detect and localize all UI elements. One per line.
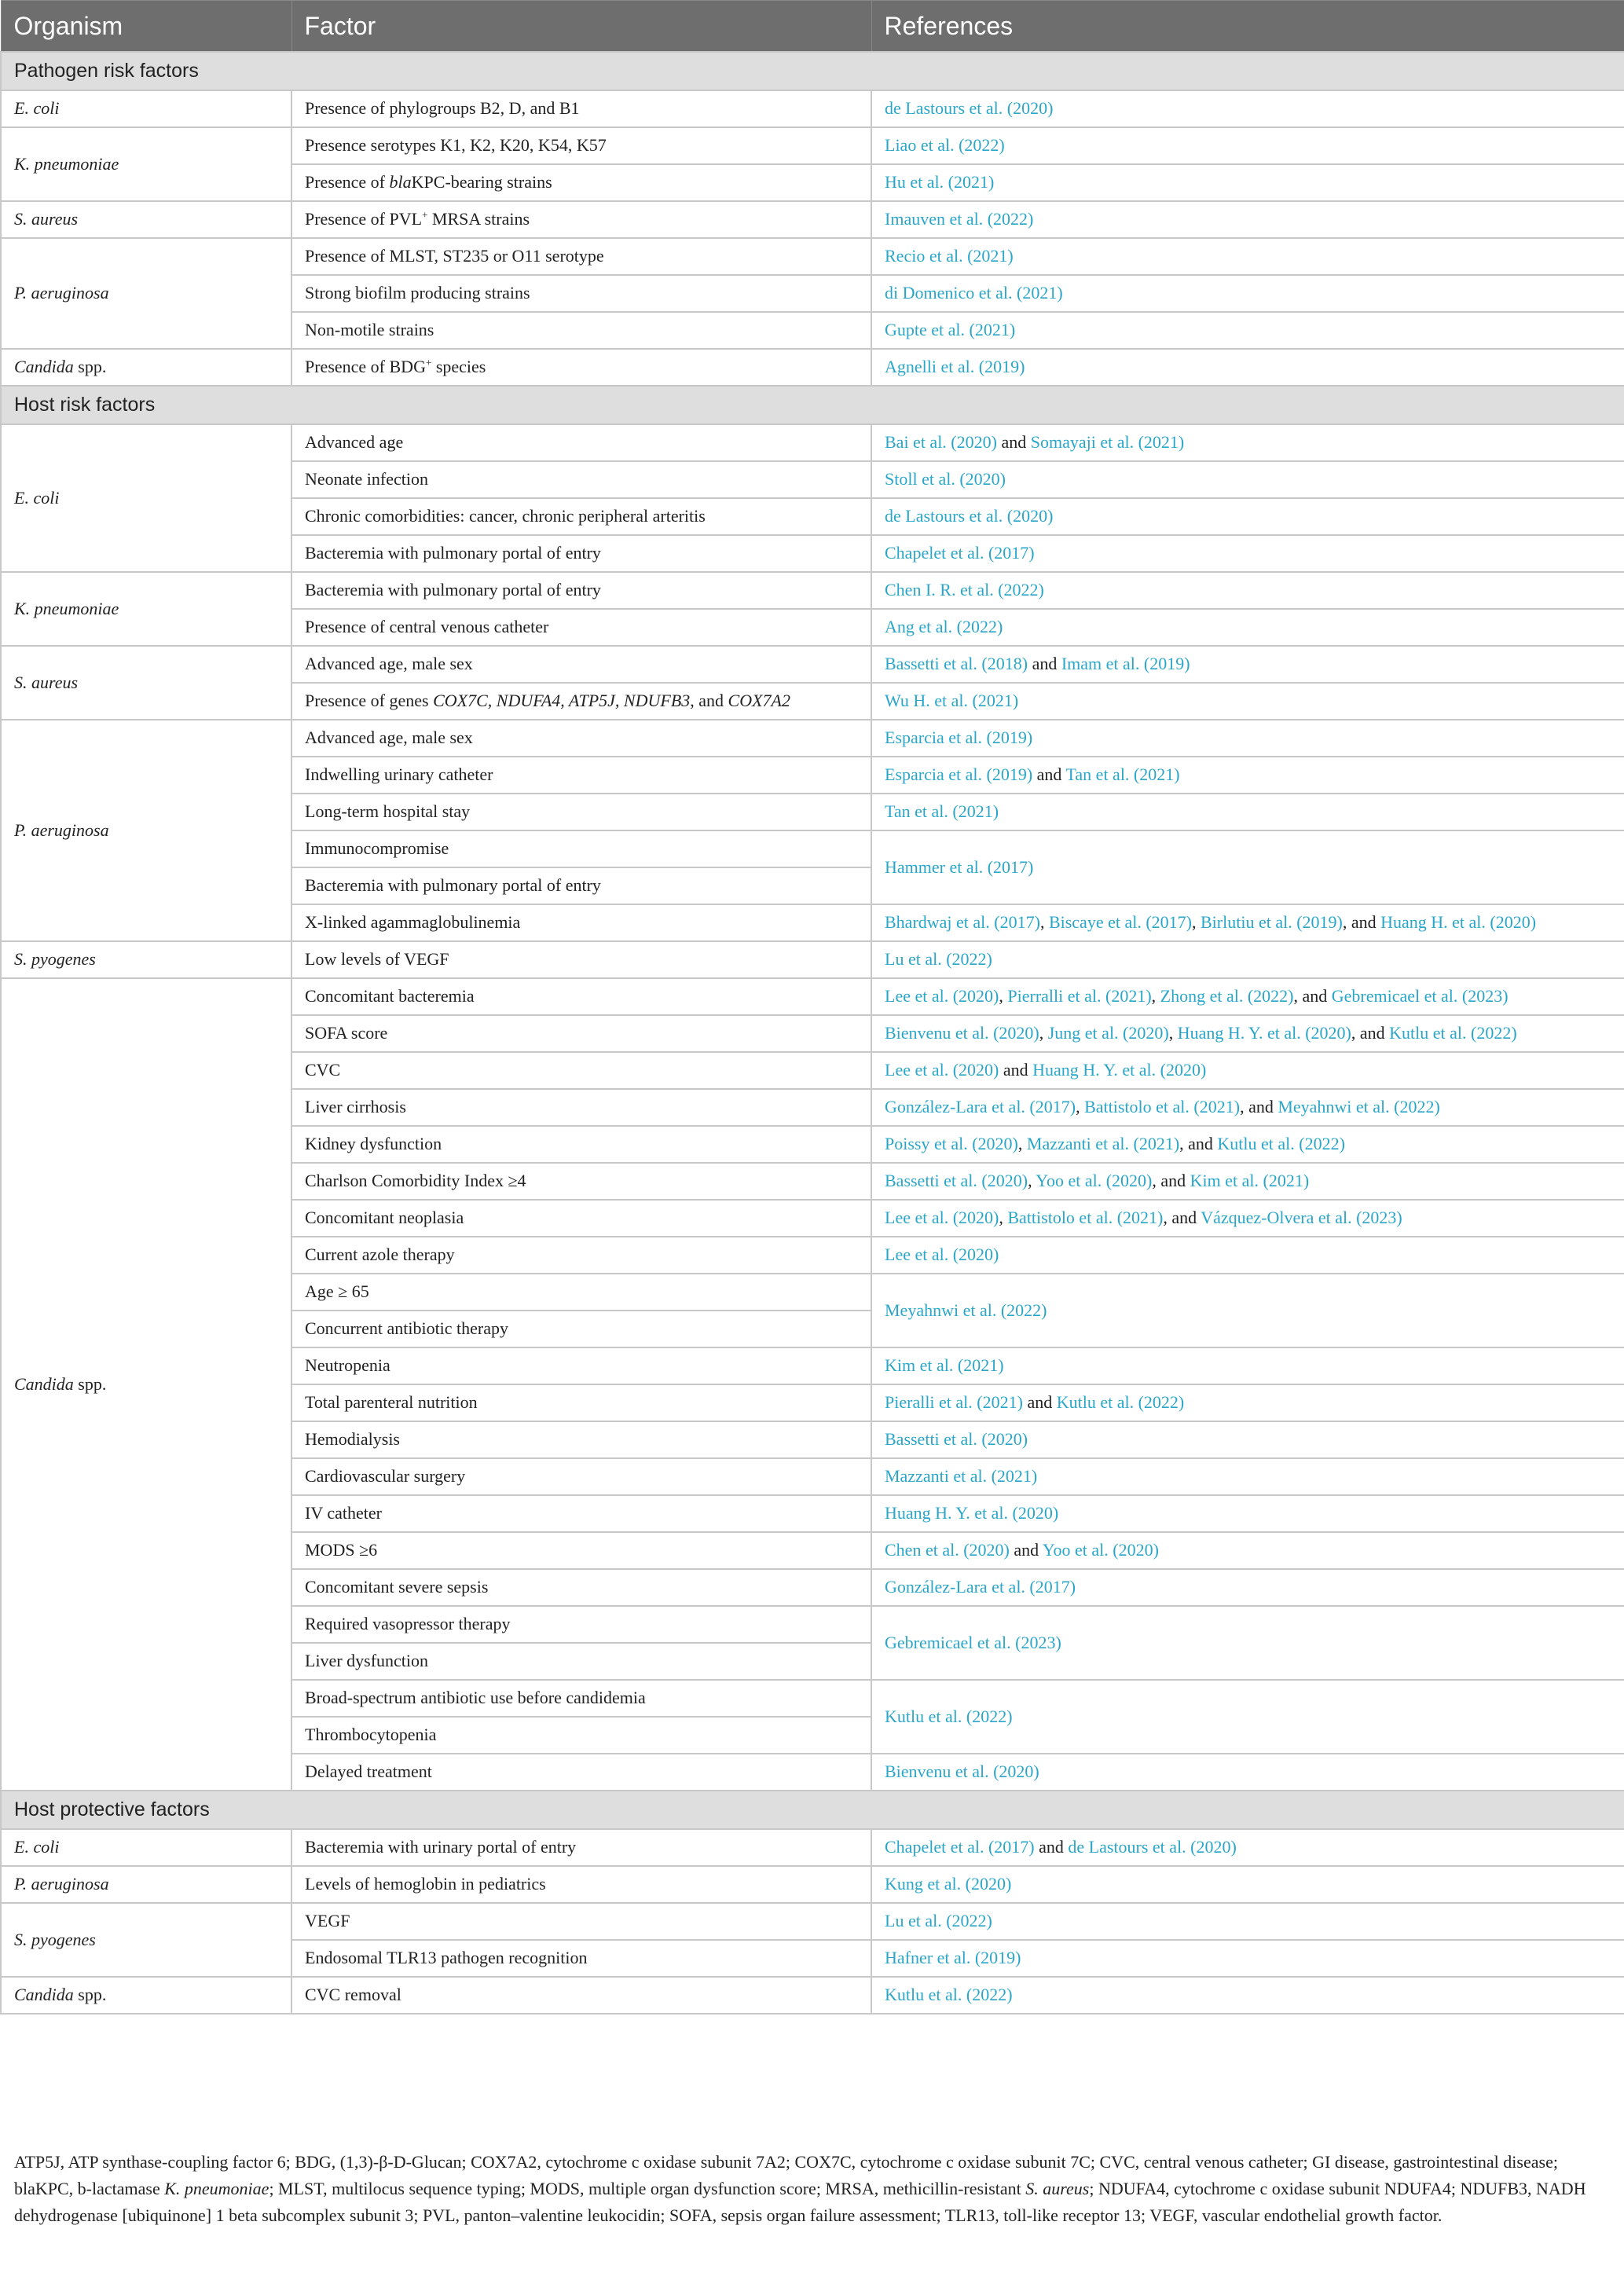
factor-cell: Age ≥ 65 [291, 1274, 871, 1311]
reference-link: Birlutiu et al. (2019) [1201, 912, 1343, 933]
factor-cell: Bacteremia with pulmonary portal of entry [291, 867, 871, 904]
reference-link: Chen I. R. et al. (2022) [885, 580, 1044, 600]
factor-text: + [422, 209, 428, 222]
reference-link: Tan et al. (2021) [1065, 764, 1180, 785]
references-cell [871, 1940, 1624, 1977]
reference-link: Kung et al. (2020) [885, 1874, 1012, 1894]
reference-separator: , [1076, 1097, 1085, 1117]
reference-link: Vázquez-Olvera et al. (2023) [1201, 1208, 1402, 1228]
reference-link: Imauven et al. (2022) [885, 209, 1034, 229]
reference-separator: and [996, 432, 1031, 453]
factor-text: + [425, 357, 432, 369]
factor-cell: Bacteremia with urinary portal of entry [291, 1829, 871, 1866]
organism-cell [1, 1866, 291, 1903]
footnote-text: ; NDUFA4, cytochrome c oxidase subunit NDUFA4; NDUFB3, NADH dehydrogenase [ubiquinone] 1 beta subcomplex subunit 3; PVL, panton–valentine leukocidin; SOFA, sepsis organ failure assessment; TLR13, toll-like receptor 13; VEGF, vascular endothelial growth factor. [14, 2179, 1586, 2225]
references-cell [871, 1126, 1624, 1163]
organism-name: E. coli [14, 1837, 60, 1857]
reference-link: Lee et al. (2020) [885, 1208, 999, 1228]
references-cell [871, 609, 1624, 646]
factor-cell [291, 201, 871, 238]
reference-link: Battistolo et al. (2021) [1007, 1208, 1164, 1228]
factor-cell: Advanced age [291, 424, 871, 461]
reference-separator: , [1028, 1171, 1036, 1191]
references-cell [871, 1829, 1624, 1866]
reference-link: de Lastours et al. (2020) [885, 506, 1054, 526]
organism-suffix: spp. [73, 1373, 107, 1394]
reference-link: Kutlu et al. (2022) [1389, 1023, 1517, 1043]
references-cell [871, 349, 1624, 386]
organism-name: E. coli [14, 487, 60, 508]
reference-link: Imam et al. (2019) [1061, 654, 1190, 674]
reference-link: Hafner et al. (2019) [885, 1948, 1021, 1968]
section-label: Host risk factors [1, 386, 1624, 424]
references-cell [871, 312, 1624, 349]
header-factor: Factor [291, 1, 871, 53]
reference-link: Chapelet et al. (2017) [885, 543, 1035, 563]
factor-text: Presence of genes [305, 691, 434, 711]
reference-link: Stoll et al. (2020) [885, 469, 1006, 489]
reference-link: Chapelet et al. (2017) [885, 1837, 1035, 1857]
reference-link: Kutlu et al. (2022) [885, 1706, 1013, 1726]
table-footnote [14, 2149, 1609, 2229]
reference-link: Meyahnwi et al. (2022) [885, 1300, 1047, 1320]
reference-separator: , and [1179, 1134, 1218, 1154]
factor-cell: Concomitant bacteremia [291, 978, 871, 1015]
references-cell [871, 90, 1624, 127]
factor-cell: Long-term hospital stay [291, 794, 871, 830]
reference-separator: , and [1163, 1208, 1201, 1228]
references-cell [871, 1903, 1624, 1940]
factor-cell: Advanced age, male sex [291, 646, 871, 683]
table-row [1, 201, 1624, 238]
organism-name: Candida [14, 1985, 74, 2005]
table-body [1, 52, 1624, 2014]
section-row [1, 386, 1624, 424]
reference-link: Recio et al. (2021) [885, 246, 1014, 266]
reference-separator: and [1009, 1540, 1043, 1560]
factor-cell [291, 164, 871, 201]
organism-cell [1, 720, 291, 941]
reference-link: Yoo et al. (2020) [1036, 1171, 1153, 1191]
section-row [1, 1791, 1624, 1829]
reference-separator: , [1039, 912, 1049, 933]
reference-link: Liao et al. (2022) [885, 135, 1005, 156]
organism-cell [1, 201, 291, 238]
factor-cell: Presence serotypes K1, K2, K20, K54, K57 [291, 127, 871, 164]
factor-cell: X-linked agammaglobulinemia [291, 904, 871, 941]
organism-cell [1, 1903, 291, 1977]
table-row [1, 238, 1624, 275]
reference-link: Huang H. Y. et al. (2020) [885, 1503, 1059, 1523]
reference-link: Lu et al. (2022) [885, 1911, 992, 1931]
factor-cell: Cardiovascular surgery [291, 1458, 871, 1495]
reference-link: Kim et al. (2021) [885, 1355, 1004, 1376]
factor-cell: Chronic comorbidities: cancer, chronic peripheral arteritis [291, 498, 871, 535]
organism-name: S. pyogenes [14, 949, 96, 970]
reference-separator: , [1168, 1023, 1178, 1043]
reference-link: Meyahnwi et al. (2022) [1278, 1097, 1440, 1117]
reference-link: de Lastours et al. (2020) [885, 98, 1054, 119]
factor-cell: Indwelling urinary catheter [291, 757, 871, 794]
reference-link: Bassetti et al. (2020) [885, 1429, 1028, 1450]
references-cell [871, 164, 1624, 201]
references-cell [871, 1384, 1624, 1421]
factor-text: KPC-bearing strains [411, 172, 552, 192]
references-cell [871, 1569, 1624, 1606]
factor-cell: MODS ≥6 [291, 1532, 871, 1569]
reference-separator: , [999, 1208, 1008, 1228]
factor-cell: Presence of MLST, ST235 or O11 serotype [291, 238, 871, 275]
reference-link: Bassetti et al. (2018) [885, 654, 1028, 674]
header-row [1, 1, 1624, 53]
references-cell [871, 498, 1624, 535]
reference-link: Kim et al. (2021) [1190, 1171, 1310, 1191]
footnote-text: ATP5J, ATP synthase-coupling factor 6; BDG, (1,3)-β-D-Glucan; COX7A2, cytochrome c oxidase subunit 7A2; COX7C, cytochrome c oxidase subunit 7C; CVC, central venous catheter; GI disease, gastrointestinal disease; blaKPC, b-lactamase [14, 2152, 1558, 2198]
organism-name: E. coli [14, 98, 60, 119]
table-row [1, 90, 1624, 127]
reference-separator: and [1032, 764, 1066, 785]
organism-cell [1, 238, 291, 349]
references-cell [871, 646, 1624, 683]
references-cell [871, 683, 1624, 720]
reference-link: Wu H. et al. (2021) [885, 691, 1019, 711]
factor-cell: Liver cirrhosis [291, 1089, 871, 1126]
organism-cell [1, 424, 291, 572]
references-cell [871, 275, 1624, 312]
references-cell [871, 1458, 1624, 1495]
reference-separator: and [999, 1060, 1033, 1080]
reference-link: di Domenico et al. (2021) [885, 283, 1063, 303]
references-cell [871, 572, 1624, 609]
factor-cell: Hemodialysis [291, 1421, 871, 1458]
reference-separator: , and [1342, 912, 1381, 933]
factor-text: species [431, 357, 486, 377]
reference-separator: , [1151, 986, 1160, 1006]
factor-text: Presence of PVL [305, 209, 423, 229]
organism-name: S. aureus [14, 672, 79, 692]
reference-separator: , and [1351, 1023, 1390, 1043]
reference-link: Gupte et al. (2021) [885, 320, 1016, 340]
factor-cell: Concomitant severe sepsis [291, 1569, 871, 1606]
factor-cell: Immunocompromise [291, 830, 871, 867]
header-references: References [871, 1, 1624, 53]
factor-cell [291, 683, 871, 720]
reference-link: Bienvenu et al. (2020) [885, 1762, 1039, 1782]
references-cell [871, 757, 1624, 794]
table-row [1, 1829, 1624, 1866]
organism-cell [1, 941, 291, 978]
table-row [1, 572, 1624, 609]
references-cell [871, 461, 1624, 498]
organism-name: P. aeruginosa [14, 283, 109, 303]
factor-cell: Required vasopressor therapy [291, 1606, 871, 1643]
section-label: Pathogen risk factors [1, 52, 1624, 90]
factor-cell: VEGF [291, 1903, 871, 1940]
organism-cell [1, 127, 291, 201]
table-row [1, 646, 1624, 683]
table-row [1, 978, 1624, 1015]
table-row [1, 127, 1624, 164]
reference-link: Lee et al. (2020) [885, 986, 999, 1006]
reference-link: Hu et al. (2021) [885, 172, 995, 192]
factor-cell: Presence of central venous catheter [291, 609, 871, 646]
organism-cell [1, 90, 291, 127]
factor-cell: Bacteremia with pulmonary portal of entry [291, 535, 871, 572]
references-cell [871, 978, 1624, 1015]
references-cell [871, 830, 1624, 904]
reference-link: González-Lara et al. (2017) [885, 1097, 1076, 1117]
factor-text: COX7C, NDUFA4, ATP5J, NDUFB3 [433, 691, 691, 711]
reference-separator: , [1017, 1134, 1027, 1154]
reference-link: Esparcia et al. (2019) [885, 728, 1033, 748]
table-row [1, 1866, 1624, 1903]
factor-cell: SOFA score [291, 1015, 871, 1052]
reference-separator: , and [1152, 1171, 1190, 1191]
reference-link: Bhardwaj et al. (2017) [885, 912, 1040, 933]
section-label: Host protective factors [1, 1791, 1624, 1829]
organism-name: S. aureus [14, 209, 79, 229]
references-cell [871, 794, 1624, 830]
organism-name: K. pneumoniae [14, 153, 119, 174]
reference-link: Gebremicael et al. (2023) [885, 1632, 1061, 1652]
section-row [1, 52, 1624, 90]
reference-link: Jung et al. (2020) [1047, 1023, 1169, 1043]
references-cell [871, 535, 1624, 572]
table-row [1, 1903, 1624, 1940]
factor-cell: Charlson Comorbidity Index ≥4 [291, 1163, 871, 1200]
factor-text: bla [389, 172, 412, 192]
reference-link: Bienvenu et al. (2020) [885, 1023, 1039, 1043]
factor-cell: Delayed treatment [291, 1754, 871, 1791]
organism-name: Candida [14, 1373, 74, 1394]
factor-cell: Concurrent antibiotic therapy [291, 1311, 871, 1347]
reference-link: Hammer et al. (2017) [885, 856, 1034, 877]
reference-link: Pierralli et al. (2021) [1007, 986, 1152, 1006]
organism-cell [1, 978, 291, 1791]
header-organism: Organism [1, 1, 291, 53]
reference-link: Mazzanti et al. (2021) [885, 1466, 1038, 1487]
reference-link: Lee et al. (2020) [885, 1060, 999, 1080]
reference-separator: and [1022, 1392, 1057, 1413]
footnote-text: K. pneumoniae [164, 2179, 269, 2198]
factor-cell: Total parenteral nutrition [291, 1384, 871, 1421]
reference-link: Agnelli et al. (2019) [885, 357, 1025, 377]
references-cell [871, 1532, 1624, 1569]
references-cell [871, 1421, 1624, 1458]
footnote-text: ; MLST, multilocus sequence typing; MODS, multiple organ dysfunction score; MRSA, methicillin-resistant [269, 2179, 1026, 2198]
reference-link: Mazzanti et al. (2021) [1026, 1134, 1180, 1154]
factor-cell: Bacteremia with pulmonary portal of entry [291, 572, 871, 609]
reference-separator: , and [1293, 986, 1332, 1006]
factor-cell: Broad-spectrum antibiotic use before candidemia [291, 1680, 871, 1717]
footnote-text: S. aureus [1025, 2179, 1090, 2198]
factor-cell: Thrombocytopenia [291, 1717, 871, 1754]
factor-cell [291, 349, 871, 386]
factor-cell: Levels of hemoglobin in pediatrics [291, 1866, 871, 1903]
organism-name: P. aeruginosa [14, 1874, 109, 1894]
factor-text: MRSA strains [427, 209, 530, 229]
references-cell [871, 1089, 1624, 1126]
factor-cell: Presence of phylogroups B2, D, and B1 [291, 90, 871, 127]
factor-cell: Endosomal TLR13 pathogen recognition [291, 1940, 871, 1977]
reference-separator: and [1028, 654, 1061, 674]
references-cell [871, 1200, 1624, 1237]
factor-cell: Liver dysfunction [291, 1643, 871, 1680]
reference-link: Pieralli et al. (2021) [885, 1392, 1023, 1413]
organism-name: Candida [14, 357, 74, 377]
reference-link: Esparcia et al. (2019) [885, 764, 1033, 785]
factor-cell: Current azole therapy [291, 1237, 871, 1274]
reference-link: Kutlu et al. (2022) [885, 1985, 1013, 2005]
reference-link: Ang et al. (2022) [885, 617, 1003, 637]
table-row [1, 424, 1624, 461]
reference-separator: , [1192, 912, 1201, 933]
reference-link: Bai et al. (2020) [885, 432, 997, 453]
references-cell [871, 1606, 1624, 1680]
factor-cell: Concomitant neoplasia [291, 1200, 871, 1237]
reference-link: Kutlu et al. (2022) [1056, 1392, 1185, 1413]
reference-link: González-Lara et al. (2017) [885, 1577, 1076, 1597]
organism-name: K. pneumoniae [14, 598, 119, 618]
references-cell [871, 904, 1624, 941]
reference-separator: , [999, 986, 1008, 1006]
organism-suffix: spp. [73, 357, 107, 377]
references-cell [871, 424, 1624, 461]
references-cell [871, 941, 1624, 978]
references-cell [871, 1495, 1624, 1532]
references-cell [871, 238, 1624, 275]
factor-cell: Neutropenia [291, 1347, 871, 1384]
references-cell [871, 201, 1624, 238]
table-row [1, 941, 1624, 978]
reference-link: Huang H. Y. et al. (2020) [1177, 1023, 1351, 1043]
factor-cell: CVC removal [291, 1977, 871, 2014]
reference-link: Chen et al. (2020) [885, 1540, 1010, 1560]
table-row [1, 349, 1624, 386]
references-cell [871, 1866, 1624, 1903]
organism-name: S. pyogenes [14, 1929, 96, 1949]
factor-cell: Advanced age, male sex [291, 720, 871, 757]
reference-link: Poissy et al. (2020) [885, 1134, 1018, 1154]
references-cell [871, 1237, 1624, 1274]
references-cell [871, 1163, 1624, 1200]
reference-separator: , and [1240, 1097, 1278, 1117]
factor-text: Presence of BDG [305, 357, 426, 377]
reference-link: Huang H. et al. (2020) [1380, 912, 1537, 933]
factor-cell: Kidney dysfunction [291, 1126, 871, 1163]
reference-link: Yoo et al. (2020) [1042, 1540, 1159, 1560]
references-cell [871, 1274, 1624, 1347]
organism-cell [1, 572, 291, 646]
reference-separator: , [1039, 1023, 1048, 1043]
factor-text: Presence of [305, 172, 390, 192]
references-cell [871, 1754, 1624, 1791]
reference-link: Battistolo et al. (2021) [1084, 1097, 1241, 1117]
references-cell [871, 1052, 1624, 1089]
references-cell [871, 1347, 1624, 1384]
factor-cell: Neonate infection [291, 461, 871, 498]
factor-cell: Low levels of VEGF [291, 941, 871, 978]
organism-suffix: spp. [73, 1985, 107, 2005]
reference-link: Lu et al. (2022) [885, 949, 992, 970]
references-cell [871, 1977, 1624, 2014]
organism-cell [1, 349, 291, 386]
reference-link: Bassetti et al. (2020) [885, 1171, 1028, 1191]
factor-cell: IV catheter [291, 1495, 871, 1532]
reference-link: Tan et al. (2021) [885, 801, 999, 822]
reference-link: Biscaye et al. (2017) [1048, 912, 1192, 933]
reference-link: Lee et al. (2020) [885, 1245, 999, 1265]
factor-cell: Strong biofilm producing strains [291, 275, 871, 312]
factor-text: COX7A2 [728, 691, 790, 711]
reference-link: Zhong et al. (2022) [1160, 986, 1294, 1006]
factor-cell: CVC [291, 1052, 871, 1089]
references-cell [871, 127, 1624, 164]
reference-link: de Lastours et al. (2020) [1068, 1837, 1237, 1857]
table-row [1, 1977, 1624, 2014]
factor-cell: Non-motile strains [291, 312, 871, 349]
organism-name: P. aeruginosa [14, 819, 109, 840]
reference-link: Somayaji et al. (2021) [1030, 432, 1185, 453]
references-cell [871, 720, 1624, 757]
reference-link: Gebremicael et al. (2023) [1331, 986, 1509, 1006]
references-cell [871, 1680, 1624, 1754]
organism-cell [1, 1977, 291, 2014]
reference-separator: and [1034, 1837, 1069, 1857]
reference-link: Huang H. Y. et al. (2020) [1032, 1060, 1207, 1080]
organism-cell [1, 1829, 291, 1866]
factor-text: , and [690, 691, 728, 711]
table-row [1, 720, 1624, 757]
organism-cell [1, 646, 291, 720]
reference-link: Kutlu et al. (2022) [1217, 1134, 1345, 1154]
references-cell [871, 1015, 1624, 1052]
